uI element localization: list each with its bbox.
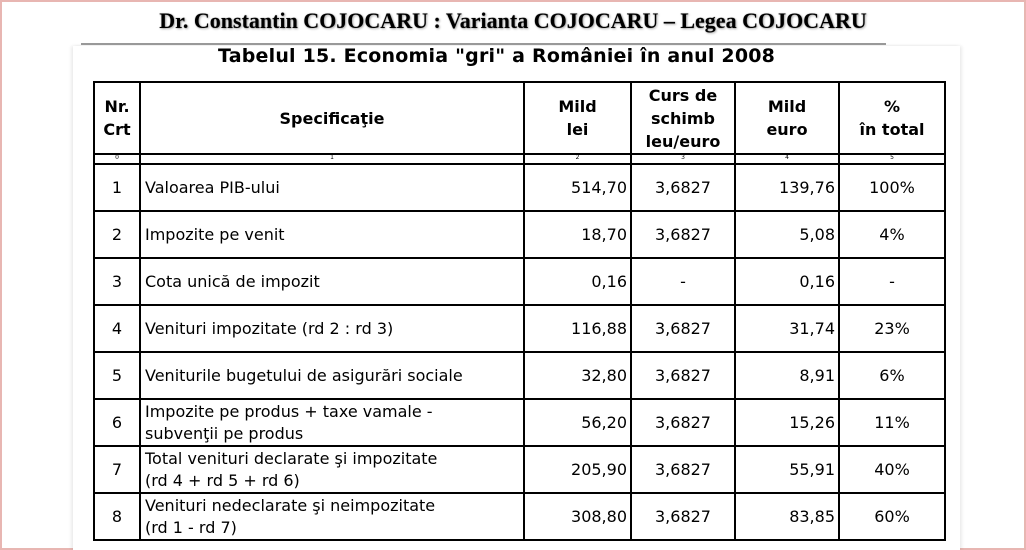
specification-text: Venituri nedeclarate şi neimpozitate	[145, 495, 436, 515]
mild-euro-cell: 15,26	[735, 399, 839, 446]
specification-text: Impozite pe venit	[145, 224, 285, 244]
mild-euro-cell: 55,91	[735, 446, 839, 493]
specification-text: Cota unică de impozit	[145, 271, 320, 291]
row-number-cell: 2	[94, 211, 140, 258]
column-index: 0	[94, 154, 140, 164]
exchange-rate-cell: 3,6827	[631, 446, 735, 493]
column-header-label: Mild	[767, 97, 807, 116]
row-number-cell: 6	[94, 399, 140, 446]
specification-cell	[140, 399, 524, 446]
mild-lei-cell: 56,20	[524, 399, 631, 446]
percent-total-cell: 23%	[839, 305, 945, 352]
column-header-label: euro	[766, 120, 808, 139]
column-header-label: în total	[859, 120, 925, 139]
exchange-rate-cell: 3,6827	[631, 399, 735, 446]
specification-text: Valoarea PIB-ului	[145, 177, 280, 197]
column-index-row	[94, 154, 945, 164]
table-row	[94, 258, 945, 305]
percent-total-cell: 100%	[839, 164, 945, 211]
specification-cell	[140, 164, 524, 211]
specification-cell	[140, 258, 524, 305]
specification-cell	[140, 211, 524, 258]
percent-total-cell: 60%	[839, 493, 945, 540]
mild-lei-cell: 514,70	[524, 164, 631, 211]
percent-total-cell: 4%	[839, 211, 945, 258]
specification-cell	[140, 305, 524, 352]
table-title: Tabelul 15. Economia "gri" a României în anul 2008	[218, 45, 776, 67]
exchange-rate-cell: 3,6827	[631, 164, 735, 211]
row-number-cell: 1	[94, 164, 140, 211]
specification-cell	[140, 352, 524, 399]
column-header-label: Curs de	[648, 85, 718, 105]
column-header	[140, 82, 524, 154]
economy-table	[93, 81, 946, 541]
column-header	[524, 82, 631, 154]
specification-cell	[140, 493, 524, 540]
exchange-rate-cell: 3,6827	[631, 493, 735, 540]
column-header-label: schimb	[650, 108, 715, 128]
mild-lei-cell: 116,88	[524, 305, 631, 352]
mild-lei-cell: 308,80	[524, 493, 631, 540]
table-row	[94, 211, 945, 258]
exchange-rate-cell: 3,6827	[631, 305, 735, 352]
column-index: 3	[631, 154, 735, 164]
percent-total-cell: 40%	[839, 446, 945, 493]
mild-lei-cell: 18,70	[524, 211, 631, 258]
row-number-cell: 3	[94, 258, 140, 305]
mild-euro-cell: 139,76	[735, 164, 839, 211]
specification-text: Veniturile bugetului de asigurări sociale	[145, 365, 463, 385]
mild-euro-cell: 5,08	[735, 211, 839, 258]
percent-total-cell: 11%	[839, 399, 945, 446]
specification-text: (rd 4 + rd 5 + rd 6)	[145, 470, 300, 490]
column-index: 2	[524, 154, 631, 164]
column-header-label: leu/euro	[645, 131, 721, 151]
specification-cell	[140, 446, 524, 493]
table-header-row	[94, 82, 945, 154]
column-header	[94, 82, 140, 154]
exchange-rate-cell: -	[631, 258, 735, 305]
specification-text: subvenţii pe produs	[145, 423, 304, 443]
slide-header-title: Dr. Constantin COJOCARU : Varianta COJOCARU – Legea COJOCARU	[159, 8, 867, 33]
table-row	[94, 164, 945, 211]
column-header-label: %	[883, 97, 901, 116]
column-header-label: Mild	[558, 97, 597, 116]
mild-lei-cell: 32,80	[524, 352, 631, 399]
column-index: 1	[140, 154, 524, 164]
table-row	[94, 399, 945, 446]
table-row	[94, 446, 945, 493]
specification-text: Impozite pe produs + taxe vamale -	[145, 401, 433, 421]
row-number-cell: 7	[94, 446, 140, 493]
percent-total-cell: 6%	[839, 352, 945, 399]
table-row	[94, 305, 945, 352]
column-index: 4	[735, 154, 839, 164]
mild-euro-cell: 0,16	[735, 258, 839, 305]
row-number-cell: 4	[94, 305, 140, 352]
row-number-cell: 5	[94, 352, 140, 399]
row-number-cell: 8	[94, 493, 140, 540]
mild-euro-cell: 8,91	[735, 352, 839, 399]
percent-total-cell: -	[839, 258, 945, 305]
column-header-label: lei	[566, 120, 589, 139]
column-header-label: Nr.	[104, 97, 130, 116]
column-header	[631, 82, 735, 154]
specification-text: Venituri impozitate (rd 2 : rd 3)	[145, 318, 394, 338]
table-row	[94, 352, 945, 399]
column-index: 5	[839, 154, 945, 164]
column-header	[735, 82, 839, 154]
exchange-rate-cell: 3,6827	[631, 211, 735, 258]
column-header	[839, 82, 945, 154]
specification-text: (rd 1 - rd 7)	[145, 517, 237, 537]
mild-lei-cell: 205,90	[524, 446, 631, 493]
mild-lei-cell: 0,16	[524, 258, 631, 305]
specification-text: Total venituri declarate şi impozitate	[145, 448, 438, 468]
mild-euro-cell: 31,74	[735, 305, 839, 352]
column-header-label: Crt	[103, 120, 131, 139]
column-header-label: Specificaţie	[279, 108, 385, 128]
mild-euro-cell: 83,85	[735, 493, 839, 540]
exchange-rate-cell: 3,6827	[631, 352, 735, 399]
table-row	[94, 493, 945, 540]
